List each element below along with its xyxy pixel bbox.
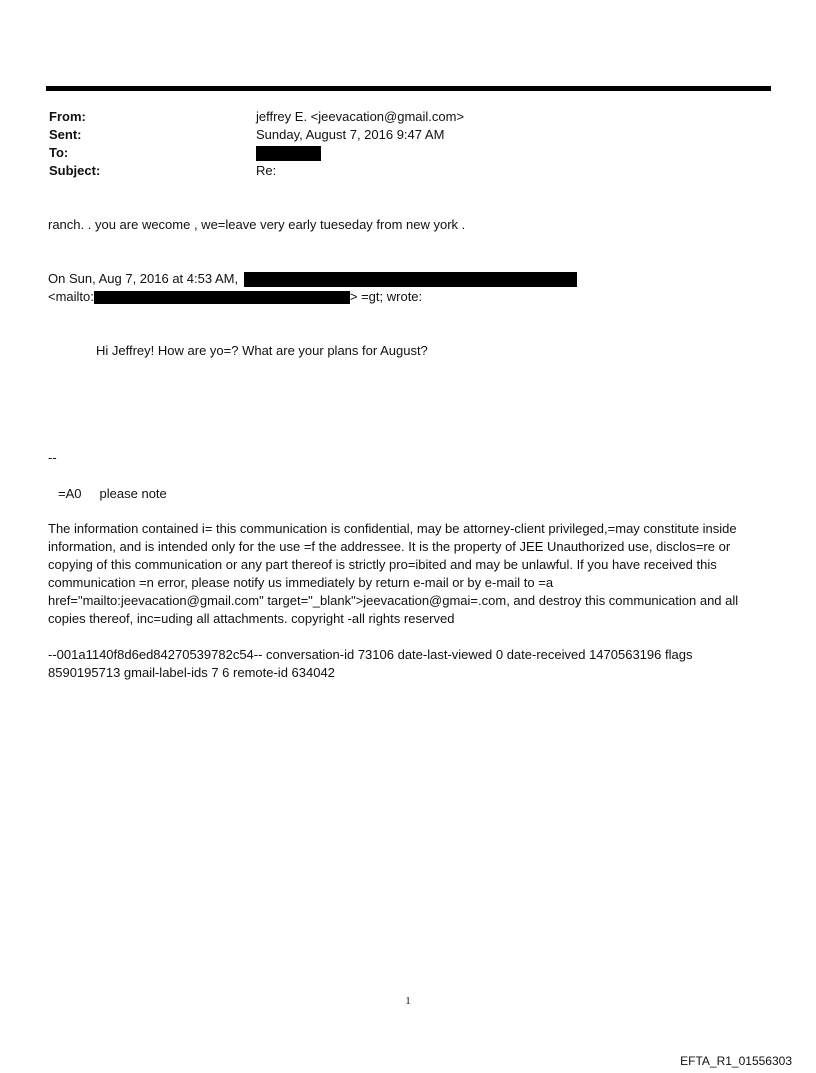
to-value-redaction [256,144,321,162]
from-label: From: [49,109,86,124]
quoted-message: Hi Jeffrey! How are yo=? What are your plans for August? [96,343,428,358]
redaction-block [256,146,321,161]
subject-label: Subject: [49,163,101,178]
redaction-block [244,272,577,287]
reply-text: ranch. . you are wecome , we=leave very early tueseday from new york . [48,217,466,232]
sent-value: Sunday, August 7, 2016 9:47 AM [256,127,445,142]
quote-mailto [48,288,422,306]
page-number: 1 [405,995,411,1007]
bates-number: EFTA_R1_01556303 [680,1054,792,1068]
signature-note: =A0 please note [58,486,167,501]
quote-mailto-prefix: <mailto: [48,289,94,304]
message-metadata: --001a1140f8d6ed84270539782c54-- conversation-id 73106 date-last-viewed 0 date-received 1470563196 flags 8590195713 gmail-label-ids 7 6 remote-id 634042 [48,647,693,680]
from-value: jeffrey E. <jeevacation@gmail.com> [256,109,465,124]
to-label: To: [49,145,69,160]
subject-value: Re: [256,163,277,178]
confidentiality-disclaimer: The information contained i= this communication is confidential, may be attorney-client privileged,=may constitute inside information, and is intended only for the use =f the addressee. It is the property of JEE Unauthorized use, disclos=re or copying of this communication or any part thereof is strictly pro=ibited and may be unlawful. If you have received this communication =n error, please notify us immediately by return e-mail or by e-mail to =a href="mailto:jeevacation@gmail.com" target="_blank">jeevacation@gmai=.com, and destroy this communication and all copies thereof, inc=uding all attachments. copyright -all rights reserved [48,521,739,626]
header-rule [46,86,771,91]
quote-intro [48,270,577,288]
quote-mailto-suffix: > =gt; wrote: [349,289,423,304]
quote-intro-prefix: On Sun, Aug 7, 2016 at 4:53 AM, [48,271,239,286]
signature-separator: -- [48,450,57,465]
sent-label: Sent: [49,127,82,142]
redaction-block [94,291,350,304]
